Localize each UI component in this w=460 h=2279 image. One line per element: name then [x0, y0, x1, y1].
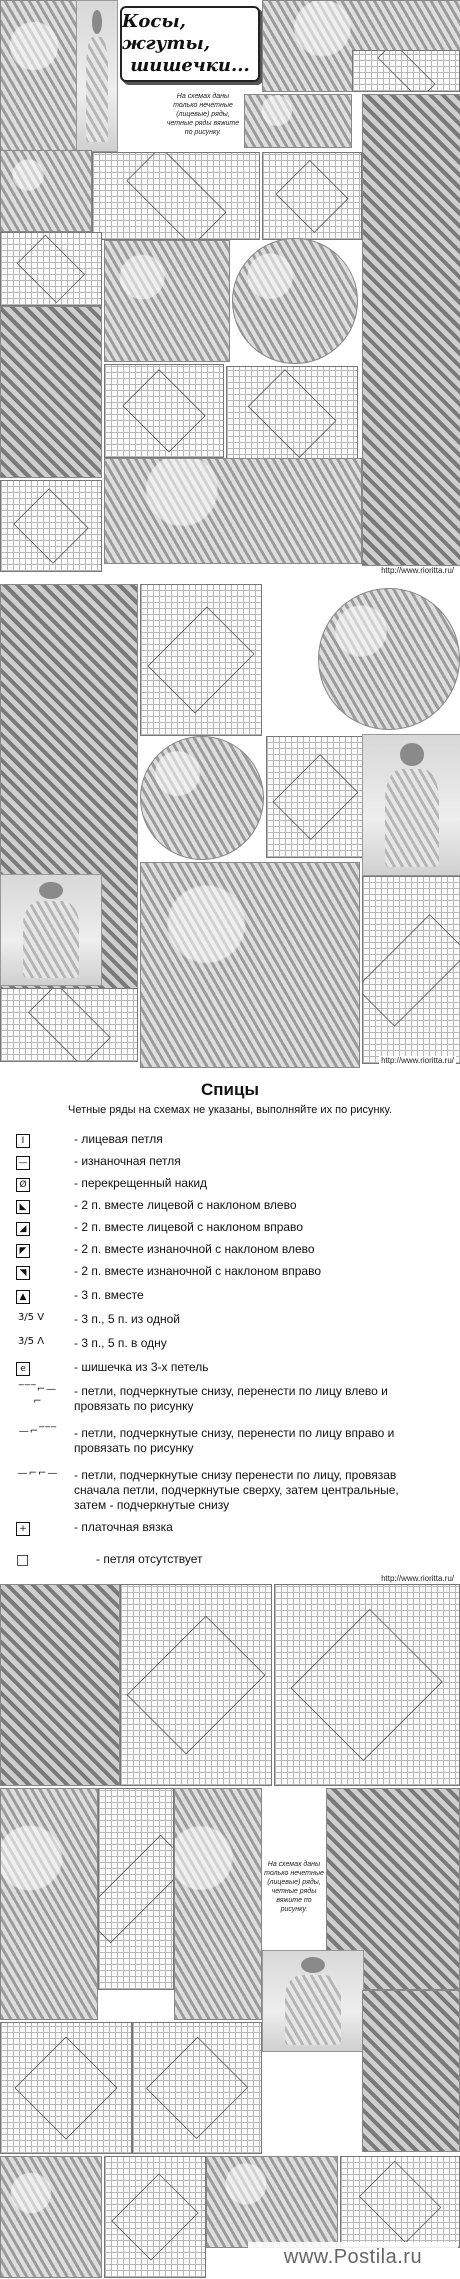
legend-item-text: - 2 п. вместе лицевой с наклоном влево: [74, 1198, 297, 1212]
bobble-lace-column-photo: [174, 1788, 262, 2020]
p2tog-left-icon: ◤: [16, 1244, 30, 1258]
legend-item-text: - петли, подчеркнутые снизу перенести по лицу, провязав сначала петли, подчеркнутые сверху, затем центральные, затем - подчеркнутые снизу: [74, 1468, 399, 1512]
cable-swatch-photo: [362, 1990, 460, 2152]
garter-stitch-icon: +: [16, 1522, 30, 1536]
stitch-chart: [266, 736, 364, 858]
legend-item: [16, 1154, 446, 1172]
page-title-line-2: шишечки...: [130, 55, 250, 76]
stitch-chart: [140, 584, 262, 736]
legend-item: [16, 1312, 446, 1330]
source-url: http://www.rioritta.ru/: [381, 566, 454, 575]
legend-item: [16, 1198, 446, 1216]
page-title-box: [120, 6, 260, 82]
k2tog-left-icon: ◣: [16, 1200, 30, 1214]
pattern-sheet-2: [0, 584, 460, 1070]
legend-item: [16, 1552, 446, 1570]
stitch-chart: [0, 480, 102, 572]
model-photo: [362, 734, 460, 876]
cable-swatch-photo: [0, 306, 102, 478]
stitch-chart: [362, 876, 460, 1064]
page-title-line-1: Косы, жгуты,: [122, 11, 211, 54]
legend-item: [16, 1426, 446, 1460]
stitch-chart: [274, 1584, 460, 1786]
legend-item: [16, 1520, 446, 1538]
chart-note: На схемах даны только нечетные (лицевые) ряды, четные ряды вяжите по рисунку.: [264, 1860, 324, 1930]
round-bobble-swatch-photo: [232, 238, 358, 364]
pattern-sheet-3: [0, 1570, 460, 2279]
legend-item-text: - петли, подчеркнутые снизу, перенести по лицу вправо и провязать по рисунку: [74, 1426, 395, 1455]
legend-item: [16, 1468, 446, 1516]
legend-item-text: - шишечка из 3-х петель: [74, 1360, 209, 1374]
legend-item-text: - 3 п., 5 п. в одну: [74, 1336, 167, 1350]
legend-item: [16, 1264, 446, 1282]
legend-item-text: - перекрещенный накид: [74, 1176, 208, 1190]
chart-note: На схемах даны только нечетные (лицевые) ряды, четные ряды вяжите по рисунку.: [164, 92, 242, 146]
legend-item: [16, 1242, 446, 1260]
stitch-chart: [92, 152, 260, 240]
legend-item-text: - 3 п. вместе: [74, 1288, 144, 1302]
source-url: http://www.rioritta.ru/: [381, 1056, 454, 1065]
stitch-chart: [0, 2022, 132, 2154]
pattern-sheet-1: [0, 0, 460, 582]
no-stitch-icon: □: [16, 1552, 30, 1568]
k2tog-right-icon: ◢: [16, 1222, 30, 1236]
knit-swatch-photo: [104, 458, 362, 564]
lace-cable-column-photo: [0, 1584, 120, 1786]
decrease-into-one-icon: 3/5 Λ: [17, 1336, 45, 1347]
bobble-lace-column-photo: [0, 1788, 98, 2020]
legend-item-text: - 2 п. вместе изнаночной с наклоном вправо: [74, 1264, 322, 1278]
increase-from-one-icon: 3/5 V: [17, 1312, 45, 1323]
site-watermark: www.Postila.ru: [248, 2242, 458, 2272]
legend-item-text: - лицевая петля: [74, 1132, 163, 1146]
symbol-legend: [0, 1070, 460, 1570]
model-photo: [76, 0, 118, 152]
cable-left-icon: ‾‾‾⌐—⌐: [18, 1384, 58, 1407]
legend-item: [16, 1176, 446, 1194]
stitch-chart: [132, 2022, 262, 2154]
legend-item: [16, 1288, 446, 1306]
p2tog-right-icon: ◥: [16, 1266, 30, 1280]
legend-item-text: - платочная вязка: [74, 1520, 173, 1534]
legend-item-text: - петля отсутствует: [96, 1552, 203, 1566]
legend-item: [16, 1336, 446, 1354]
legend-subtitle: Четные ряды на схемах не указаны, выполняйте их по рисунку.: [68, 1104, 392, 1116]
stitch-chart: [340, 2156, 460, 2248]
cable-center-icon: —⌐⌐—: [17, 1468, 59, 1479]
stitch-chart: [104, 364, 224, 458]
bobble-icon: e: [16, 1362, 30, 1376]
stitch-chart: [120, 1584, 272, 1786]
legend-item: [16, 1132, 446, 1150]
knit-swatch-photo: [244, 94, 352, 148]
purl-stitch-icon: —: [16, 1156, 30, 1170]
cable-column-photo: [362, 94, 460, 566]
model-photo: [0, 874, 102, 986]
legend-item: [16, 1220, 446, 1238]
legend-item: [16, 1384, 446, 1418]
crossed-yarn-over-icon: Ø: [16, 1178, 30, 1192]
model-photo: [262, 1950, 364, 2052]
legend-item-text: - изнаночная петля: [74, 1154, 181, 1168]
stitch-chart: [262, 152, 362, 240]
stitch-chart: [0, 232, 102, 306]
legend-heading: Спицы: [201, 1080, 259, 1099]
bobble-cable-swatch-photo: [140, 862, 360, 1068]
bobble-leaf-swatch-photo: [206, 2156, 338, 2248]
bobble-swatch-photo: [104, 240, 230, 362]
stitch-chart: [352, 50, 460, 92]
knit-swatch-photo: [0, 150, 92, 232]
stitch-chart: [98, 1788, 174, 1990]
cable-right-icon: —⌐‾‾‾: [18, 1426, 58, 1437]
legend-item-text: - 2 п. вместе лицевой с наклоном вправо: [74, 1220, 303, 1234]
legend-item-text: - 3 п., 5 п. из одной: [74, 1312, 180, 1326]
knit-stitch-icon: I: [16, 1134, 30, 1148]
three-together-icon: ▲: [16, 1290, 30, 1304]
source-url: http://www.rioritta.ru/: [381, 1574, 454, 1583]
bobble-swatch-photo: [0, 2156, 102, 2278]
legend-item-text: - петли, подчеркнутые снизу, перенести по лицу влево и провязать по рисунку: [74, 1384, 388, 1413]
legend-item: [16, 1360, 446, 1378]
round-lace-swatch-photo: [318, 588, 460, 730]
round-bobble-swatch-photo: [140, 736, 264, 860]
stitch-chart: [0, 988, 138, 1062]
stitch-chart: [226, 366, 358, 462]
legend-item-text: - 2 п. вместе изнаночной с наклоном влево: [74, 1242, 315, 1256]
stitch-chart: [104, 2156, 206, 2278]
